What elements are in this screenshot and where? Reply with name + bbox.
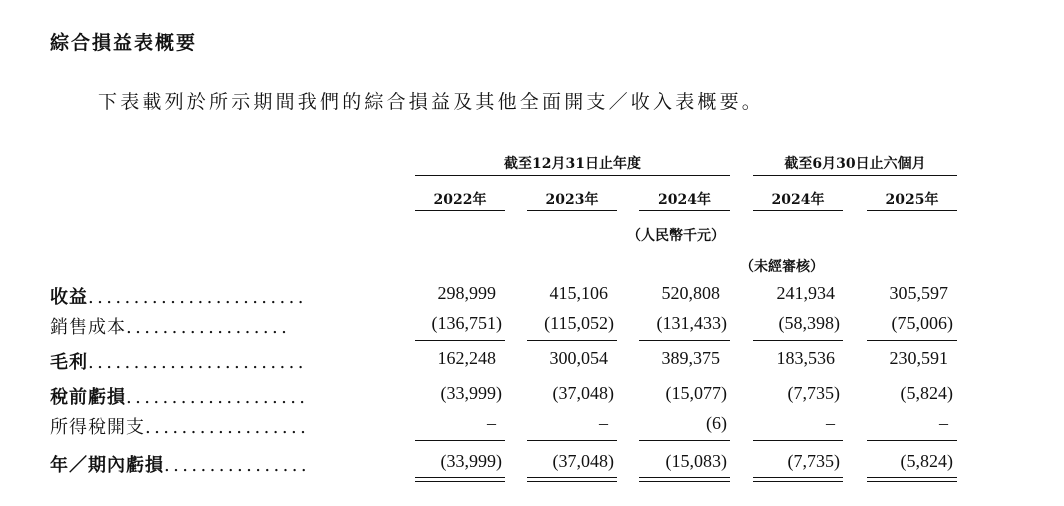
total-double-rule xyxy=(415,477,505,478)
row-label-revenue: 收益........................ xyxy=(50,287,307,308)
subtotal-rule xyxy=(867,440,957,441)
subtotal-rule xyxy=(415,340,505,341)
table-cell: (37,048) xyxy=(552,451,614,471)
row-label-cost-of-sales: 銷售成本.................. xyxy=(50,317,291,338)
year-rule xyxy=(415,210,505,211)
table-cell: 183,536 xyxy=(776,348,835,368)
total-double-rule xyxy=(527,481,617,482)
total-double-rule xyxy=(639,481,730,482)
table-cell: 415,106 xyxy=(549,283,608,303)
subtotal-rule xyxy=(639,440,730,441)
table-cell: 305,597 xyxy=(889,283,948,303)
table-cell: (7,735) xyxy=(787,383,840,403)
unaudited-label: （未經審核） xyxy=(740,259,824,275)
total-double-rule xyxy=(867,477,957,478)
row-label-loss-for-period: 年／期內虧損................ xyxy=(50,455,310,476)
group-header-half: 截至6月30日止六個月 xyxy=(784,156,926,172)
group-rule-annual xyxy=(415,175,730,176)
subtotal-rule xyxy=(639,340,730,341)
table-cell: 241,934 xyxy=(776,283,835,303)
table-cell: – xyxy=(599,413,608,433)
table-cell: (5,824) xyxy=(900,451,953,471)
table-cell: (131,433) xyxy=(656,313,727,333)
total-double-rule xyxy=(867,481,957,482)
table-cell: – xyxy=(826,413,835,433)
year-header: 2023年 xyxy=(545,192,599,208)
unit-label: （人民幣千元） xyxy=(627,228,725,244)
table-cell: (15,077) xyxy=(665,383,727,403)
subtotal-rule xyxy=(415,440,505,441)
table-cell: (5,824) xyxy=(900,383,953,403)
year-rule xyxy=(527,210,617,211)
table-cell: 520,808 xyxy=(661,283,720,303)
total-double-rule xyxy=(753,477,843,478)
total-double-rule xyxy=(415,481,505,482)
total-double-rule xyxy=(527,477,617,478)
table-cell: (75,006) xyxy=(891,313,953,333)
row-label-income-tax: 所得稅開支.................. xyxy=(50,417,310,438)
total-double-rule xyxy=(639,477,730,478)
group-rule-half xyxy=(753,175,957,176)
table-cell: (37,048) xyxy=(552,383,614,403)
year-rule xyxy=(753,210,843,211)
table-cell: 389,375 xyxy=(661,348,720,368)
table-cell: (6) xyxy=(706,413,727,433)
year-header: 2022年 xyxy=(433,192,487,208)
table-cell: (136,751) xyxy=(431,313,502,333)
table-cell: – xyxy=(939,413,948,433)
year-header: 2024年 xyxy=(658,192,711,208)
subtotal-rule xyxy=(527,340,617,341)
section-title: 綜合損益表概要 xyxy=(50,32,198,54)
year-header: 2024年 xyxy=(771,192,825,208)
table-cell: (7,735) xyxy=(787,451,840,471)
year-header: 2025年 xyxy=(885,192,939,208)
table-cell: (33,999) xyxy=(440,383,502,403)
table-cell: (33,999) xyxy=(440,451,502,471)
table-cell: (15,083) xyxy=(665,451,727,471)
subtotal-rule xyxy=(753,340,843,341)
table-cell: 300,054 xyxy=(549,348,608,368)
row-label-loss-before-tax: 稅前虧損.................... xyxy=(50,387,309,408)
intro-paragraph: 下表載列於所示期間我們的綜合損益及其他全面開支／收入表概要。 xyxy=(98,91,765,113)
table-cell: 298,999 xyxy=(437,283,496,303)
table-cell: – xyxy=(487,413,496,433)
subtotal-rule xyxy=(753,440,843,441)
table-cell: 162,248 xyxy=(437,348,496,368)
row-label-gross-profit: 毛利........................ xyxy=(50,352,307,373)
year-rule xyxy=(867,210,957,211)
subtotal-rule xyxy=(867,340,957,341)
table-cell: (58,398) xyxy=(778,313,840,333)
group-header-annual: 截至12月31日止年度 xyxy=(504,156,641,172)
table-cell: 230,591 xyxy=(889,348,948,368)
year-rule xyxy=(639,210,730,211)
subtotal-rule xyxy=(527,440,617,441)
total-double-rule xyxy=(753,481,843,482)
table-cell: (115,052) xyxy=(544,313,614,333)
